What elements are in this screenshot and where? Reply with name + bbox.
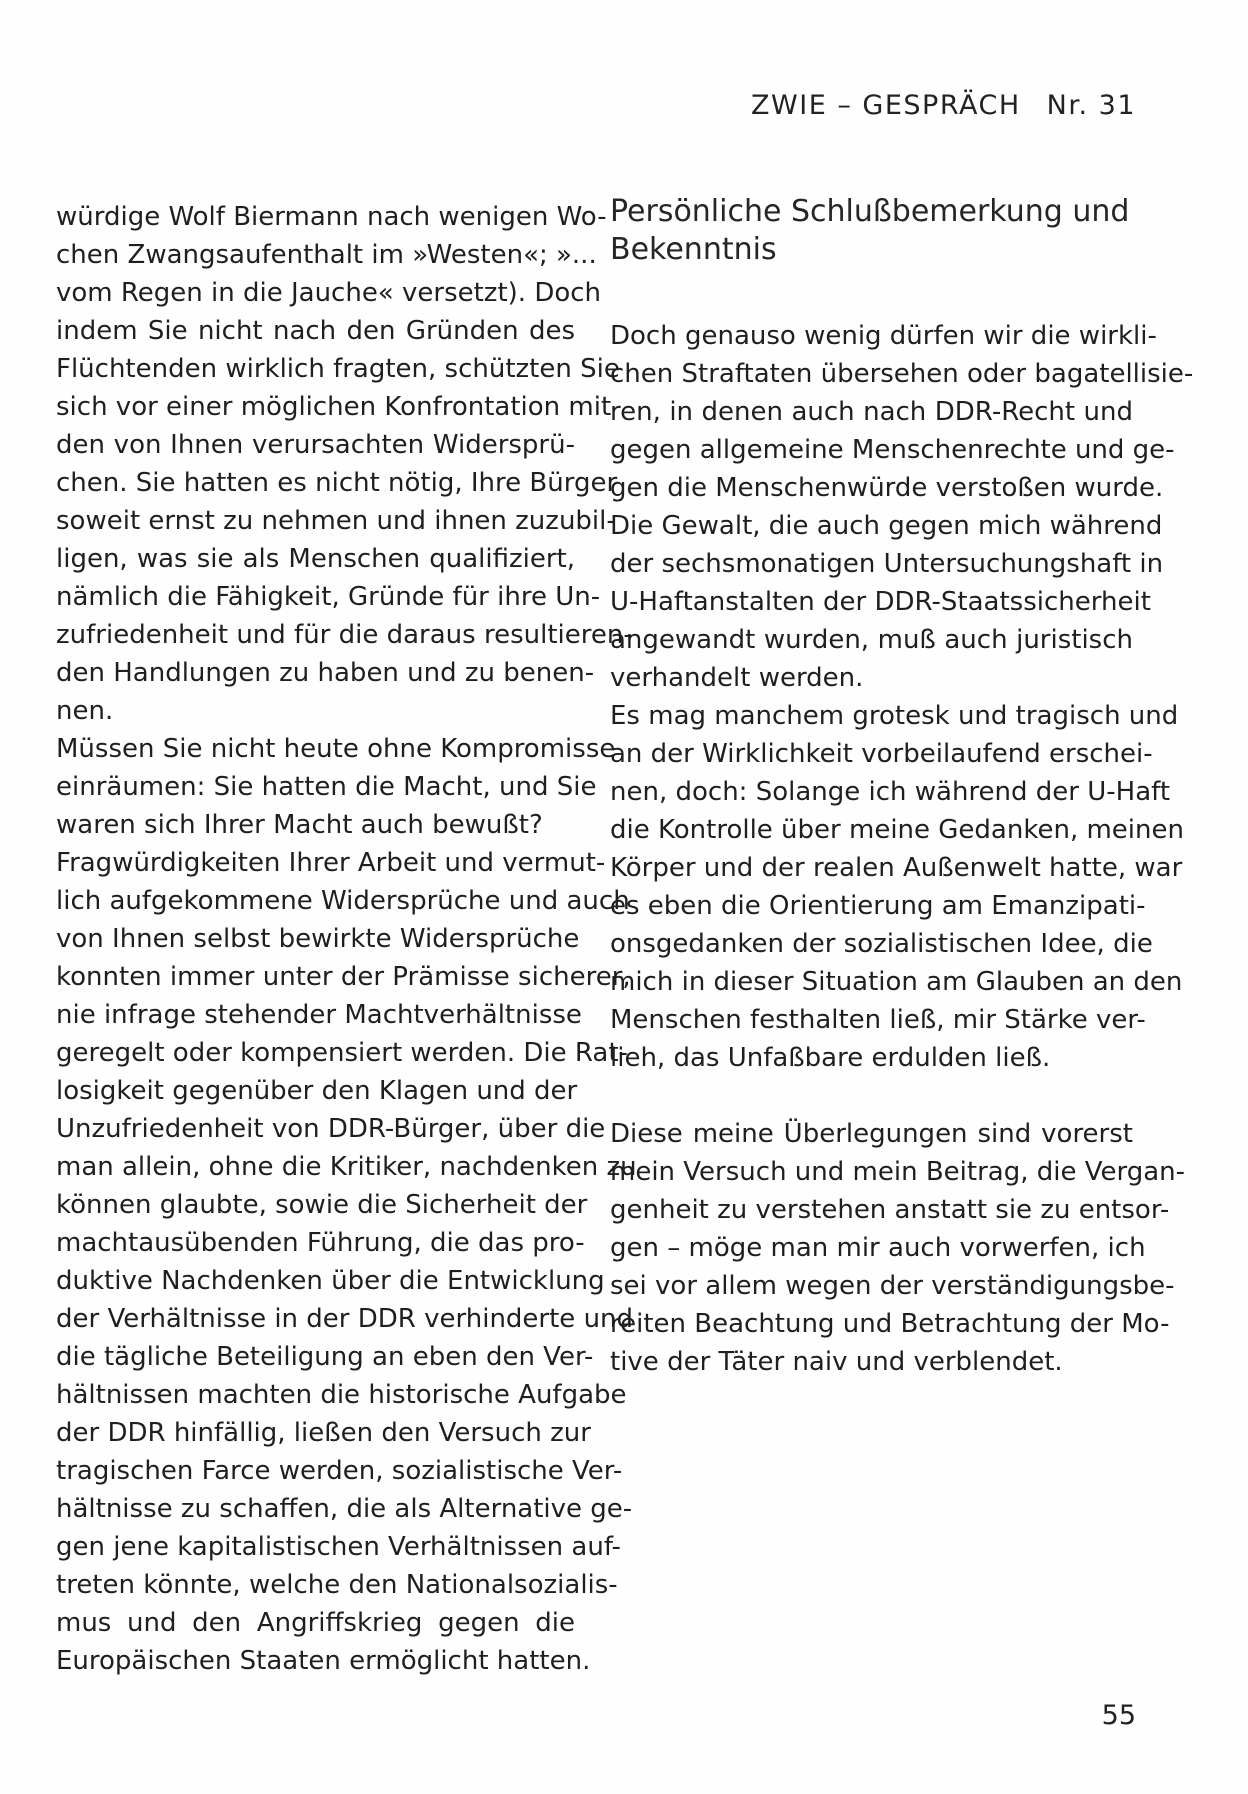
text-line: einräumen: Sie hatten die Macht, und Sie (56, 772, 597, 802)
text-line: Müssen Sie nicht heute ohne Kompromisse (56, 734, 616, 764)
text-line: konnten immer unter der Prämisse sicherer, (56, 962, 631, 992)
text-line: sich vor einer möglichen Konfrontation mit (56, 392, 612, 422)
text-line: duktive Nachdenken über die Entwicklung (56, 1266, 605, 1296)
text-line: losigkeit gegenüber den Klagen und der (56, 1076, 578, 1106)
text-line: es eben die Orientierung am Emanzipati- (610, 891, 1146, 921)
text-line: zufriedenheit und für die daraus resultieren- (56, 620, 633, 650)
text-line: können glaubte, sowie die Sicherheit der (56, 1190, 588, 1220)
right-column (610, 317, 1194, 1381)
text-line: gen – möge man mir auch vorwerfen, ich (610, 1233, 1146, 1263)
text-line: der Verhältnisse in der DDR verhinderte und (56, 1304, 634, 1334)
text-line: würdige Wolf Biermann nach wenigen Wo- (56, 202, 607, 232)
text-line: nen, doch: Solange ich während der U-Haft (610, 777, 1171, 807)
text-line: Es mag manchem grotesk und tragisch und (610, 701, 1179, 731)
section-heading (610, 193, 1133, 269)
text-line: ligen, was sie als Menschen qualifiziert, (56, 544, 575, 574)
paragraph-gap (610, 1077, 1133, 1115)
text-line: lieh, das Unfaßbare erdulden ließ. (610, 1043, 1051, 1073)
text-line: Die Gewalt, die auch gegen mich während (610, 511, 1163, 541)
text-line: vom Regen in die Jauche« versetzt). Doch (56, 278, 602, 308)
text-line: gegen allgemeine Menschenrechte und ge- (610, 435, 1175, 465)
left-column (56, 198, 637, 1680)
text-line: hältnisse zu schaffen, die als Alternative ge- (56, 1494, 633, 1524)
text-line: genheit zu verstehen anstatt sie zu entsor- (610, 1195, 1170, 1225)
heading-line: Bekenntnis (610, 232, 777, 267)
text-line: Flüchtenden wirklich fragten, schützten Sie (56, 354, 620, 384)
text-line: sei vor allem wegen der verständigungsbe- (610, 1271, 1175, 1301)
text-line: geregelt oder kompensiert werden. Die Rat- (56, 1038, 628, 1068)
text-line: die tägliche Beteiligung an eben den Ver- (56, 1342, 594, 1372)
text-line: mein Versuch und mein Beitrag, die Vergan- (610, 1157, 1186, 1187)
text-line: Europäischen Staaten ermöglicht hatten. (56, 1646, 591, 1676)
text-line: Unzufriedenheit von DDR-Bürger, über die (56, 1114, 606, 1144)
text-line: den von Ihnen verursachten Widersprü- (56, 430, 575, 460)
text-line: onsgedanken der sozialistischen Idee, die (610, 929, 1153, 959)
text-line: reiten Beachtung und Betrachtung der Mo- (610, 1309, 1170, 1339)
text-line: machtausübenden Führung, die das pro- (56, 1228, 585, 1258)
text-line: Menschen festhalten ließ, mir Stärke ver- (610, 1005, 1146, 1035)
text-line: indem Sie nicht nach den Gründen des (56, 316, 575, 346)
journal-title: ZWIE – GESPRÄCH (751, 90, 1021, 121)
issue-number: Nr. 31 (1046, 90, 1136, 121)
text-line: der DDR hinfällig, ließen den Versuch zur (56, 1418, 591, 1448)
text-line: Fragwürdigkeiten Ihrer Arbeit und vermut- (56, 848, 606, 878)
text-line: Diese meine Überlegungen sind vorerst (610, 1119, 1133, 1149)
text-line: nämlich die Fähigkeit, Gründe für ihre Un- (56, 582, 601, 612)
text-line: chen Straftaten übersehen oder bagatellisie- (610, 359, 1194, 389)
text-line: gen die Menschenwürde verstoßen wurde. (610, 473, 1164, 503)
text-line: tive der Täter naiv und verblendet. (610, 1347, 1063, 1377)
page-number: 55 (1101, 1700, 1136, 1731)
text-line: chen. Sie hatten es nicht nötig, Ihre Bürger (56, 468, 618, 498)
text-line: nen. (56, 696, 114, 726)
text-line: mus und den Angriffskrieg gegen die (56, 1608, 575, 1638)
text-line: angewandt wurden, muß auch juristisch (610, 625, 1133, 655)
text-line: gen jene kapitalistischen Verhältnissen auf- (56, 1532, 621, 1562)
text-line: tragischen Farce werden, sozialistische Ver- (56, 1456, 623, 1486)
text-line: hältnissen machten die historische Aufgabe (56, 1380, 627, 1410)
text-line: Doch genauso wenig dürfen wir die wirkli- (610, 321, 1157, 351)
text-line: nie infrage stehender Machtverhältnisse (56, 1000, 582, 1030)
heading-line: Persönliche Schlußbemerkung und (610, 194, 1130, 229)
text-line: verhandelt werden. (610, 663, 864, 693)
text-line: der sechsmonatigen Untersuchungshaft in (610, 549, 1164, 579)
text-line: treten könnte, welche den Nationalsozialis- (56, 1570, 618, 1600)
text-line: lich aufgekommene Widersprüche und auch (56, 886, 630, 916)
text-line: mich in dieser Situation am Glauben an den (610, 967, 1183, 997)
text-line: von Ihnen selbst bewirkte Widersprüche (56, 924, 580, 954)
text-line: die Kontrolle über meine Gedanken, meinen (610, 815, 1184, 845)
running-header (751, 90, 1136, 121)
text-line: U-Haftanstalten der DDR-Staatssicherheit (610, 587, 1151, 617)
text-line: an der Wirklichkeit vorbeilaufend erschei- (610, 739, 1153, 769)
text-line: chen Zwangsaufenthalt im »Westen«; »... (56, 240, 597, 270)
text-line: soweit ernst zu nehmen und ihnen zuzubil- (56, 506, 616, 536)
text-line: ren, in denen auch nach DDR-Recht und (610, 397, 1133, 427)
text-line: man allein, ohne die Kritiker, nachdenken zu (56, 1152, 637, 1182)
text-line: Körper und der realen Außenwelt hatte, war (610, 853, 1183, 883)
text-line: den Handlungen zu haben und zu benen- (56, 658, 595, 688)
text-line: waren sich Ihrer Macht auch bewußt? (56, 810, 543, 840)
